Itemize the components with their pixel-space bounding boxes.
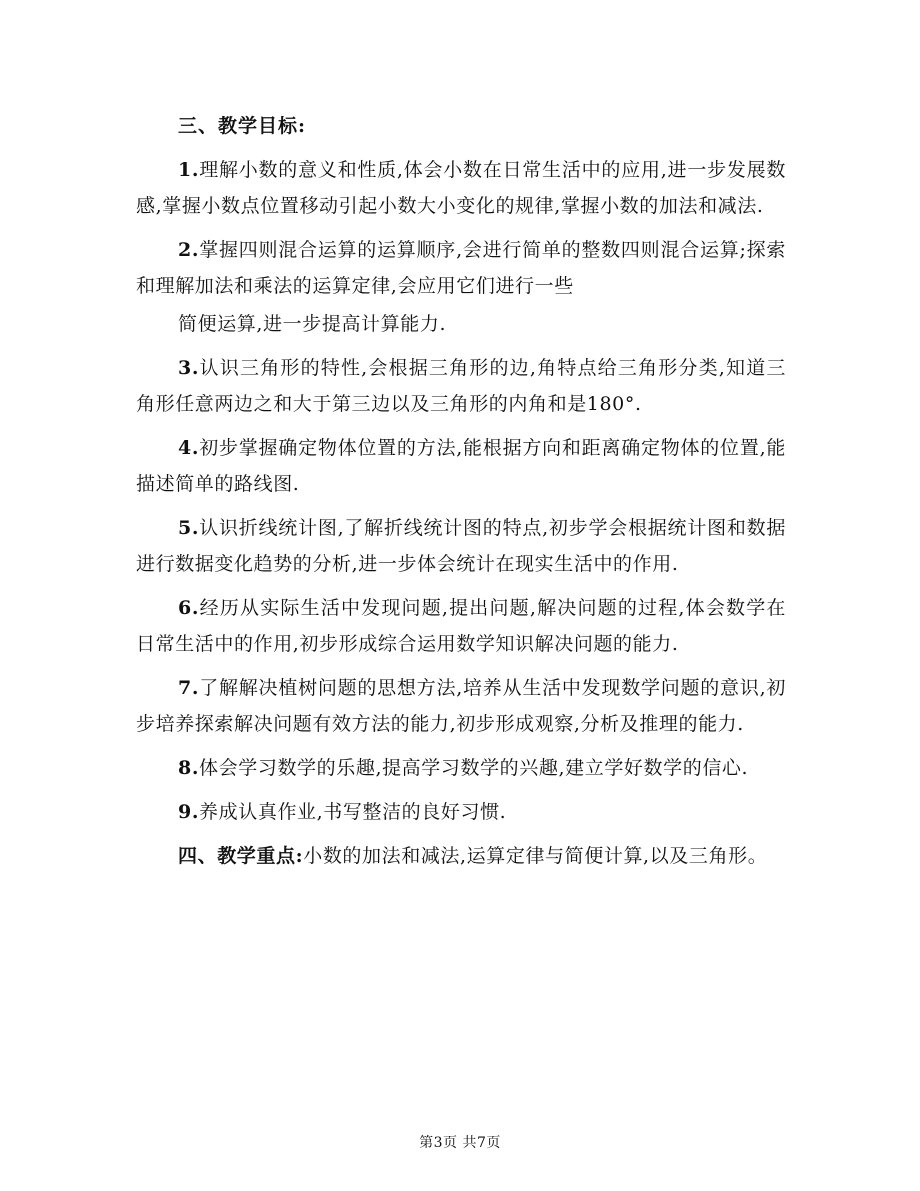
item-text: 认识折线统计图,了解折线统计图的特点,初步学会根据统计图和数据进行数据变化趋势的分析,进一步体会统计在现实生活中的作用. <box>136 517 786 575</box>
list-item <box>136 232 786 304</box>
item-number: 3. <box>178 357 200 379</box>
section-4-label: 四、教学重点: <box>178 845 304 867</box>
item-number: 6. <box>178 597 200 619</box>
list-item <box>136 306 786 342</box>
list-item <box>136 750 786 786</box>
list-item <box>136 590 786 662</box>
item-text: 认识三角形的特性,会根据三角形的边,角特点给三角形分类,知道三角形任意两边之和大于第三边以及三角形的内角和是180°. <box>136 357 786 415</box>
item-text: 体会学习数学的乐趣,提高学习数学的兴趣,建立学好数学的信心. <box>199 757 749 779</box>
item-number: 8. <box>178 757 200 779</box>
item-number: 1. <box>178 159 200 181</box>
document-body <box>136 108 786 882</box>
item-number: 7. <box>178 677 200 699</box>
item-number: 2. <box>178 239 200 261</box>
section-4-text: 小数的加法和减法,运算定律与简便计算,以及三角形。 <box>303 845 768 867</box>
section-3-title: 三、教学目标: <box>178 115 307 137</box>
item-number: 9. <box>178 801 200 823</box>
section-4-paragraph <box>136 838 786 874</box>
item-text: 简便运算,进一步提高计算能力. <box>178 313 447 335</box>
item-text: 理解小数的意义和性质,体会小数在日常生活中的应用,进一步发展数感,掌握小数点位置移动引起小数大小变化的规律,掌握小数的加法和减法. <box>136 159 786 217</box>
item-number: 5. <box>178 517 200 539</box>
item-text: 经历从实际生活中发现问题,提出问题,解决问题的过程,体会数学在日常生活中的作用,初步形成综合运用数学知识解决问题的能力. <box>136 597 786 655</box>
item-text: 了解解决植树问题的思想方法,培养从生活中发现数学问题的意识,初步培养探索解决问题有效方法的能力,初步形成观察,分析及推理的能力. <box>136 677 786 735</box>
item-text: 初步掌握确定物体位置的方法,能根据方向和距离确定物体的位置,能描述简单的路线图. <box>136 437 786 495</box>
item-text: 养成认真作业,书写整洁的良好习惯. <box>199 801 507 823</box>
list-item <box>136 670 786 742</box>
list-item <box>136 350 786 422</box>
item-number: 4. <box>178 437 200 459</box>
item-text: 掌握四则混合运算的运算顺序,会进行简单的整数四则混合运算;探索和理解加法和乘法的运算定律,会应用它们进行一些 <box>136 239 786 297</box>
list-item <box>136 510 786 582</box>
list-item <box>136 430 786 502</box>
page-footer: 第3页 共7页 <box>419 1135 501 1151</box>
list-item <box>136 152 786 224</box>
list-item <box>136 794 786 830</box>
